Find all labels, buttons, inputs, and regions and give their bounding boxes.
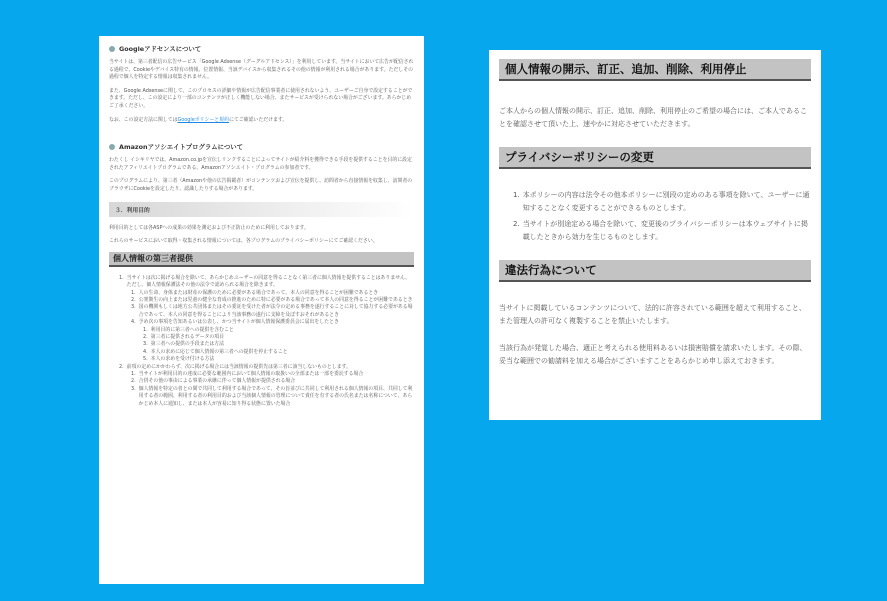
list-item-text: 本人の求めを受け付ける方法 xyxy=(150,356,215,363)
list-item-number: 4. xyxy=(131,319,136,326)
policy-change-heading: プライバシーポリシーの変更 xyxy=(499,147,811,169)
list-item-number: 3. xyxy=(131,304,136,311)
list-item-number: 5. xyxy=(143,356,148,363)
adsense-paragraph-2: また、Google Adsenseに関して、このプロセスの詳細や情報が広告配信事業者に使用されないよう、ユーザーご自身で設定することができます。ただし、この設定により一部のコンテンツが正しく機能しない場合、またサービスが受けられない場合がございます。あらかじめご了承ください。 xyxy=(109,87,413,109)
list-item xyxy=(109,378,414,385)
list-item-number: 1. xyxy=(131,371,136,377)
list-item-text: 予め次の事項を告知あるいは公表し、かつ当サイトが個人情報保護委員会に届出をしたとき xyxy=(138,319,339,326)
list-item-number: 2. xyxy=(119,363,124,370)
list-item-number: 3. xyxy=(131,385,136,392)
list-item xyxy=(109,356,414,363)
amazon-heading xyxy=(109,142,414,151)
list-item-number: 1. xyxy=(131,289,136,296)
list-item xyxy=(109,304,414,319)
list-item-text: 前項の定めにかかわらず、次に掲げる場合には当該情報の提供先は第三者に該当しないものとします。 xyxy=(126,363,351,370)
adsense-heading xyxy=(109,44,414,53)
adsense-p3-after: にてご確認いただけます。 xyxy=(228,116,288,123)
list-item-number: 3. xyxy=(143,341,148,348)
list-item-text: 個人情報を特定の者との間で共同して利用する場合であって、その旨並びに共同して利用される個人情報の項目、共同して利用する者の範囲、利用する者の利用目的および当該個人情報の管理について責任を有する者の氏名または名称について、あらかじめ本人に通知し、または本人が容易に知り得る状態に置いた場合 xyxy=(138,385,413,407)
list-item xyxy=(109,290,414,297)
list-item-number: 2. xyxy=(513,220,520,228)
list-item-number: 2. xyxy=(131,378,136,385)
list-item-number: 2. xyxy=(131,296,136,303)
list-item-number: 1. xyxy=(513,191,520,199)
bullet-dot-icon xyxy=(109,46,115,52)
usage-paragraph-1: 利用目的としては各ASPへの成果の効果を測定および不正防止のために利用しております。 xyxy=(109,224,309,231)
list-item-number: 4. xyxy=(143,348,148,355)
list-item xyxy=(109,341,414,348)
list-item xyxy=(513,189,811,215)
adsense-paragraph-3 xyxy=(109,117,414,125)
right-document-page xyxy=(489,50,821,420)
list-item-text: 当サイトが別途定める場合を除いて、変更後のプライバシーポリシーは本ウェブサイトに掲載したときから効力を生じるものとします。 xyxy=(522,220,808,241)
adsense-paragraph-1: 当サイトは、第三者配信の広告サービス「Google Adsense（グーグルアドセンス）」を利用しています。当サイトにおいて広告が配信される過程で、Cookieやデバイス特有の情報、位置情報、当該デバイスから収集されるその他の情報が利用される場合があります。ただしその過程で個人を特定する情報は収集されません。 xyxy=(109,59,414,81)
list-item-text: 当サイトは次に掲げる場合を除いて、あらかじめユーザーの同意を得ることなく第三者に個人情報を提供することはありません。ただし、個人情報保護法その他の法令で認められる場合を除きます。 xyxy=(126,274,411,289)
left-document-page xyxy=(99,36,424,584)
disclosure-heading: 個人情報の開示、訂正、追加、削除、利用停止 xyxy=(499,59,811,81)
third-party-list xyxy=(109,275,414,408)
disclosure-paragraph: ご本人からの個人情報の開示、訂正、追加、削除、利用停止のご希望の場合には、ご本人であることを確認させて頂いた上、速やかに対応させていただきます。 xyxy=(499,107,807,128)
list-item-text: 第三者への提供の手段または方法 xyxy=(150,341,225,348)
adsense-heading-text: Googleアドセンスについて xyxy=(119,45,202,53)
list-item-text: 第三者に提供されるデータの項目 xyxy=(150,333,225,340)
amazon-paragraph-2: このプログラムにより、第三者（Amazonや他の広告掲載者）がコンテンツおよび宣伝を提供し、訪問者から直接情報を収集し、訪問者のブラウザにCookieを設定したり、認識したりする場合があります。 xyxy=(109,178,413,192)
list-item-number: 1. xyxy=(143,326,148,333)
list-item-text: 国の機関もしくは地方公共団体またはその委託を受けた者が法令の定める事務を遂行することに対して協力する必要がある場合であって、本人の同意を得ることにより当該事務の遂行に支障を及ぼすおそれがあるとき xyxy=(138,304,413,318)
amazon-paragraph-1: わたくし イシキリヤでは、Amazon.co.jpを宣伝しリンクすることによってサイトが紹介料を獲得できる手段を提供することを目的に設定されたアフィリエイトプログラムである、Amazonアソシエイト・プログラムの参加者です。 xyxy=(109,157,412,171)
list-item-text: 当サイトが利用目的の達成に必要な範囲内において個人情報の取扱いの全部または一部を委託する場合 xyxy=(138,371,364,377)
policy-change-list xyxy=(499,189,811,244)
list-item xyxy=(109,319,414,326)
google-policy-link[interactable]: Googleポリシーと規約 xyxy=(177,116,229,123)
list-item xyxy=(109,386,414,408)
list-item xyxy=(109,327,414,334)
list-item xyxy=(513,218,811,244)
bullet-dot-icon xyxy=(109,144,115,150)
list-item-number: 2. xyxy=(143,333,148,340)
list-item-number: 1. xyxy=(119,274,124,281)
list-item-text: 本ポリシーの内容は法令その他本ポリシーに別段の定めのある事項を除いて、ユーザーに通知することなく変更することができるものとします。 xyxy=(522,191,810,212)
list-item xyxy=(109,275,414,290)
usage-heading: ３．利用目的 xyxy=(109,202,414,217)
third-party-heading: 個人情報の第三者提供 xyxy=(109,252,414,267)
list-item xyxy=(109,364,414,371)
illegal-act-paragraph-2: 当該行為が発覚した場合、適正と考えられる使用料あるいは損害賠償を請求いたします。その際、妥当な範囲での勧請料を加える場合がございますことをあらかじめ申し添えておきます。 xyxy=(499,344,807,365)
amazon-heading-text: Amazonアソシエイトプログラムについて xyxy=(119,143,244,152)
list-item-text: 利用目的に第三者への提供を含むこと xyxy=(150,326,234,333)
adsense-p3-before: なお、この設定方法に関しては xyxy=(109,116,178,123)
usage-paragraph-2: これらのサービスにおいて取得・収集される情報については、各プログラムのプライバシーポリシーにてご確認ください。 xyxy=(109,238,378,245)
list-item-text: 合併その他の事由による事業の承継に伴って個人情報が提供される場合 xyxy=(138,378,296,385)
illegal-act-heading: 違法行為について xyxy=(499,260,811,282)
list-item-text: 公衆衛生の向上または児童の健全な育成の推進のために特に必要がある場合であって本人の同意を得ることが困難であるとき xyxy=(138,296,413,303)
list-item-text: 本人の求めに応じて個人情報の第三者への提供を停止すること xyxy=(150,348,288,355)
list-item-text: 人の生命、身体または財産の保護のために必要がある場合であって、本人の同意を得ることが困難であるとき xyxy=(138,289,379,296)
illegal-act-paragraph-1: 当サイトに掲載しているコンテンツについて、法的に許容されている範囲を超えて利用すること、また管理人の許可なく複製することを禁止いたします。 xyxy=(499,304,806,325)
